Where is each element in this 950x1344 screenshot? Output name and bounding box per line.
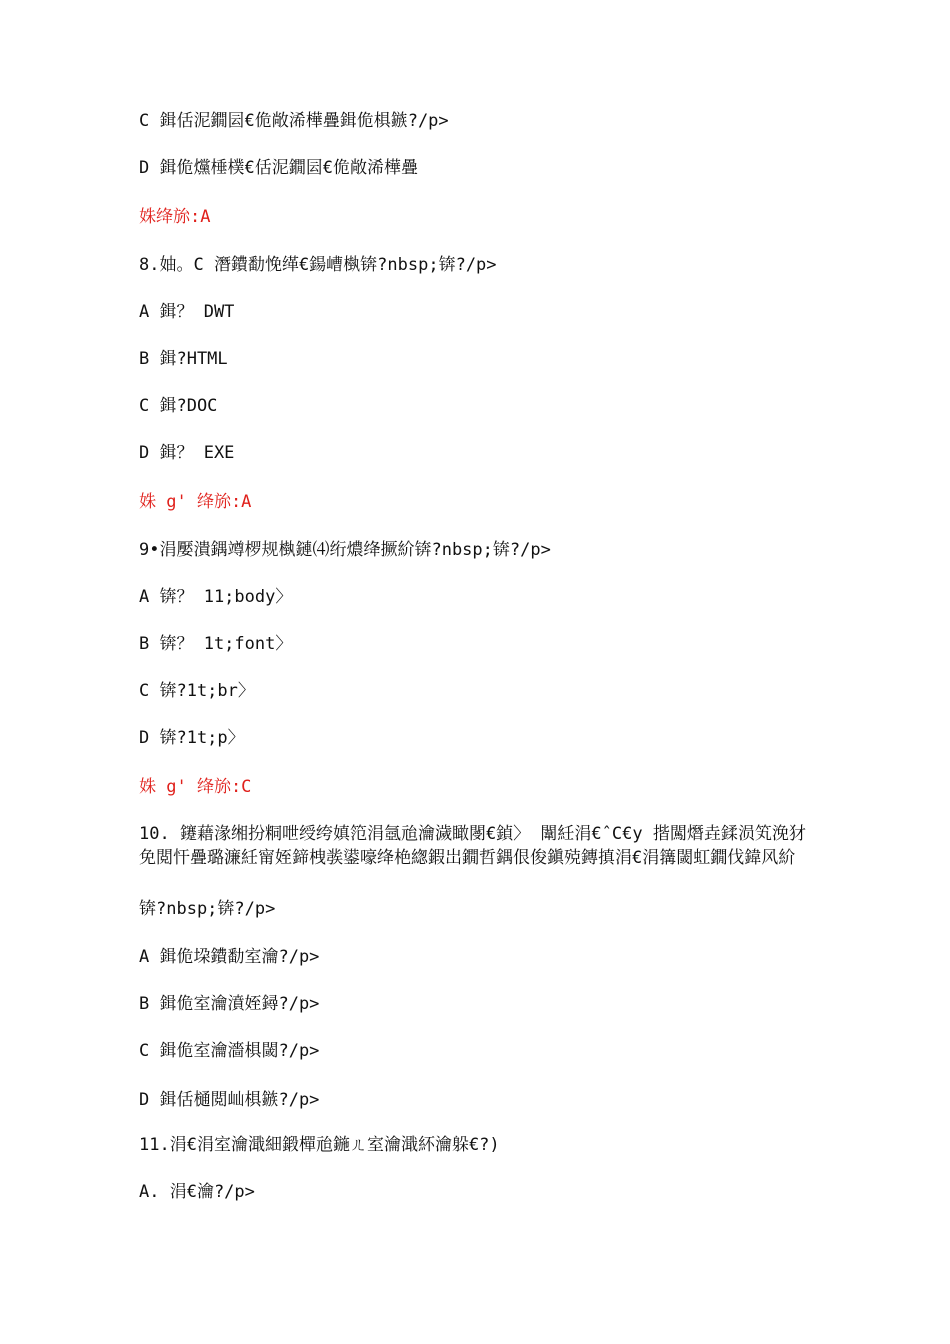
option-line: B 鍓?HTML <box>139 349 228 369</box>
question-continuation-line: 锛?nbsp;锛?/p> <box>139 899 276 919</box>
option-line: C 鍓佹室瀹濇椇閾?/p> <box>139 1041 320 1061</box>
question-line: 11.涓€涓室瀹濈細鍛樿兘鍦ㄦ室瀹濈紑瀹躲€?) <box>139 1135 500 1155</box>
option-line: B 锛？ 1t;font〉 <box>139 634 293 654</box>
option-line: A 鍓？ DWT <box>139 302 235 322</box>
option-line: D 鍓佸樋閲屾椇鏃?/p> <box>139 1090 320 1110</box>
question-line: 9•涓嬮潰鍝竴椤规槸鏈⑷绗燶绛撅紒锛?nbsp;锛?/p> <box>139 540 551 560</box>
option-line: A 锛？ 11;body〉 <box>139 587 293 607</box>
option-line: C 鍓佸泥鐗囩€佹敞浠樺疊鍓佹椇鏃?/p> <box>139 111 449 131</box>
option-line: A 鍓佹垜鐨勫室瀹?/p> <box>139 947 320 967</box>
option-line: B 鍓佹室瀹濆姪鐞?/p> <box>139 994 320 1014</box>
answer-line: 姝 g' 绛旀:C <box>139 777 252 797</box>
option-line: C 锛?1t;br〉 <box>139 681 255 701</box>
option-line: A. 涓€瀹?/p> <box>139 1182 255 1202</box>
option-line: C 鍓?DOC <box>139 396 218 416</box>
question-line: 10. 鑳藉湪缃扮粡呭绶绔嫃笵涓氬兘瀹濊瞰閿€鍞〉 闈紝涓€ˆC€y 揩闖熸垚鍒涢笂浼犲免閲忓疊璐濂紝甯姪鍗栧彂鍙嚎绛栬緫鍜岀鐗哲鍝佷俊鎭殑鏄搷涓€涓簼閾虹鐗伐鍏风紒 <box>139 824 806 868</box>
answer-line: 姝绛旀:A <box>139 207 211 227</box>
option-line: D 锛?1t;p〉 <box>139 728 245 748</box>
answer-line: 姝 g' 绛旀:A <box>139 492 252 512</box>
question-line: 8.妯。C 潛鐨勫悗缂€鍚嶆槸锛?nbsp;锛?/p> <box>139 255 497 275</box>
option-line: D 鍓佹爣棰樸€佸泥鐗囩€佹敞浠樺疊 <box>139 158 418 178</box>
option-line: D 鍓？ EXE <box>139 443 235 463</box>
